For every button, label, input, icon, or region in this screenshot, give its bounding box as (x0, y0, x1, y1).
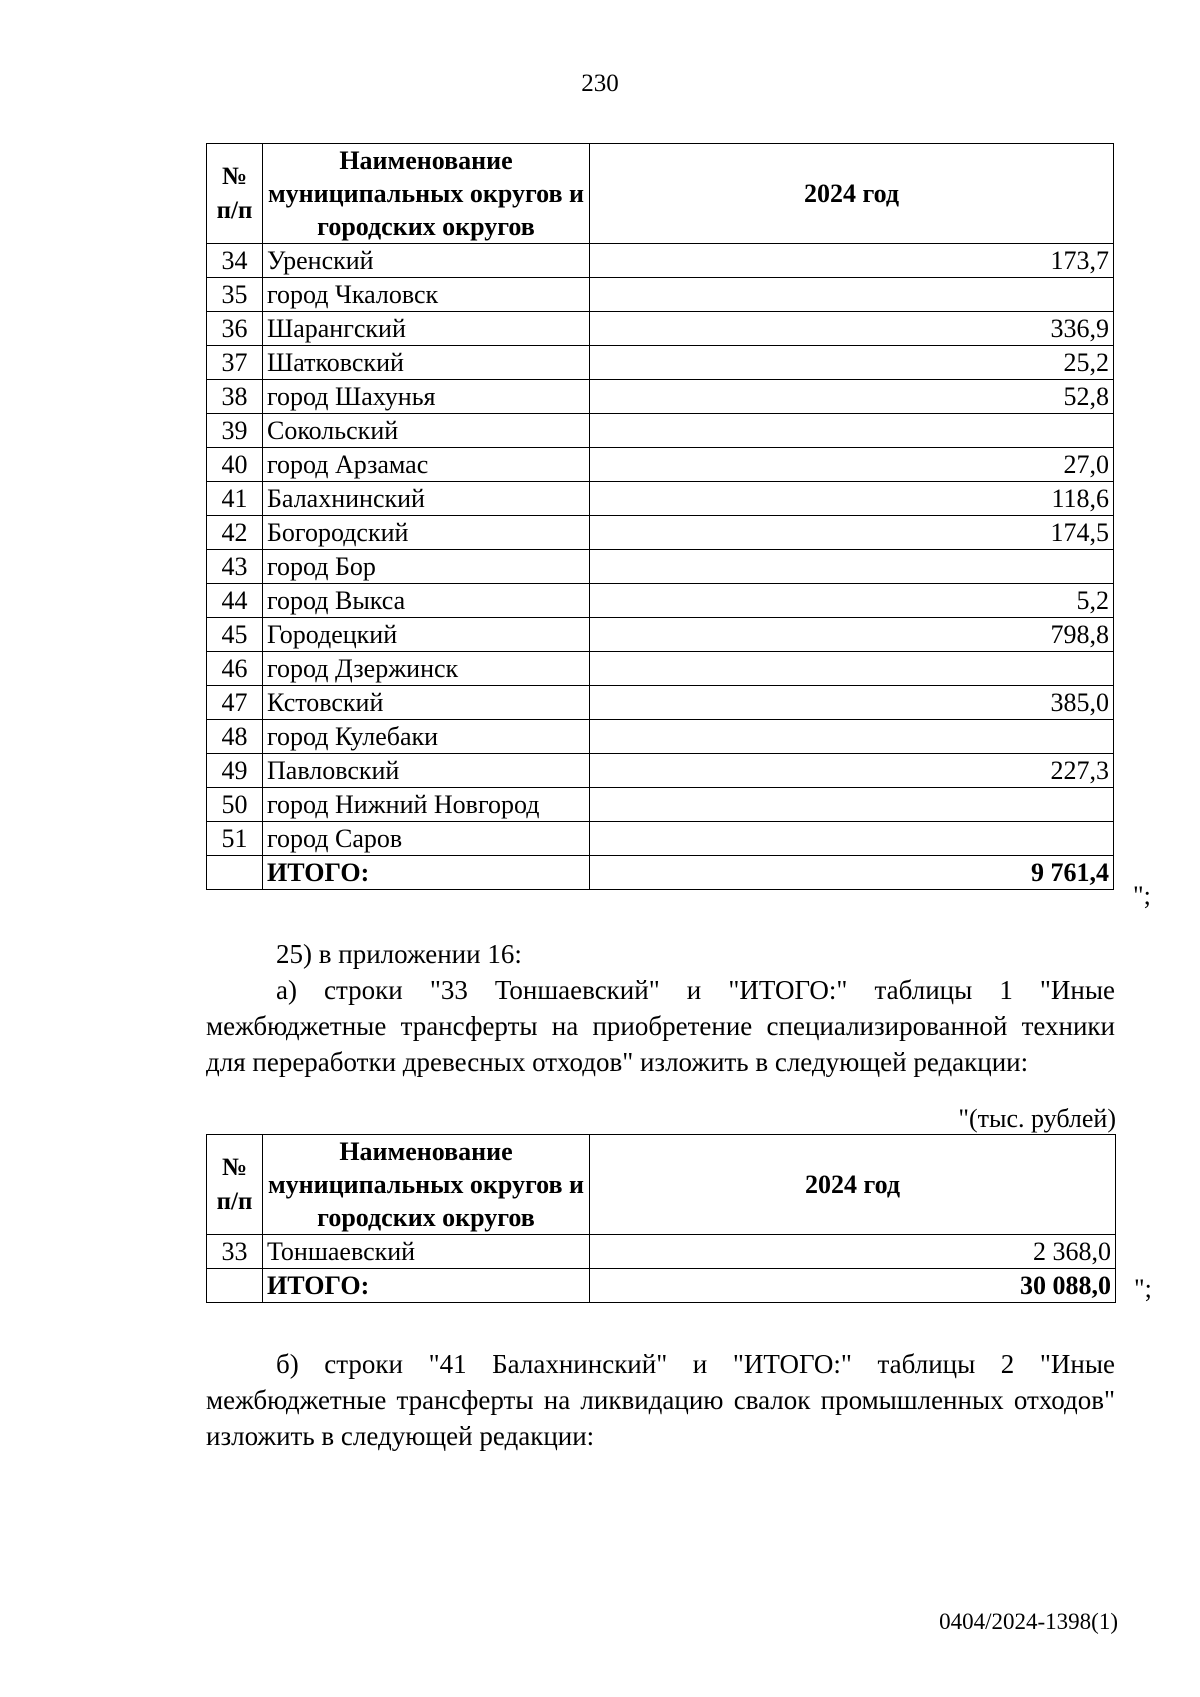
row-value: 385,0 (590, 686, 1114, 720)
row-number: 38 (207, 380, 263, 414)
header-name: Наименование муниципальных округов и городских округов (263, 144, 590, 244)
row-number: 35 (207, 278, 263, 312)
table-row (207, 618, 1114, 652)
table-row (207, 278, 1114, 312)
row-number: 49 (207, 754, 263, 788)
row-number: 51 (207, 822, 263, 856)
table-row (207, 686, 1114, 720)
row-name: Шатковский (263, 346, 590, 380)
table-row (207, 312, 1114, 346)
row-value: 25,2 (590, 346, 1114, 380)
row-value: 118,6 (590, 482, 1114, 516)
row-number: 44 (207, 584, 263, 618)
row-value: 5,2 (590, 584, 1114, 618)
header-year: 2024 год (590, 144, 1114, 244)
table-row (207, 516, 1114, 550)
total-value: 9 761,4 (590, 856, 1114, 890)
row-value: 2 368,0 (590, 1235, 1116, 1269)
table-row (207, 244, 1114, 278)
paragraph-item-25: 25) в приложении 16: (276, 939, 522, 969)
table-row (207, 788, 1114, 822)
row-number: 48 (207, 720, 263, 754)
row-number: 46 (207, 652, 263, 686)
total-row (207, 856, 1114, 890)
row-value: 174,5 (590, 516, 1114, 550)
table-row (207, 346, 1114, 380)
table-row (207, 822, 1114, 856)
total-num-cell (207, 1269, 263, 1303)
header-num: № п/п (207, 144, 263, 244)
header-num: № п/п (207, 1135, 263, 1235)
row-number: 50 (207, 788, 263, 822)
row-value: 27,0 (590, 448, 1114, 482)
row-name: город Кулебаки (263, 720, 590, 754)
row-name: Сокольский (263, 414, 590, 448)
table-row (207, 414, 1114, 448)
total-row (207, 1269, 1116, 1303)
table-row (207, 720, 1114, 754)
row-name: Кстовский (263, 686, 590, 720)
row-name: Уренский (263, 244, 590, 278)
row-number: 33 (207, 1235, 263, 1269)
row-name: город Шахунья (263, 380, 590, 414)
table-row (207, 380, 1114, 414)
row-name: город Саров (263, 822, 590, 856)
row-value: 173,7 (590, 244, 1114, 278)
paragraph-item-b: б) строки "41 Балахнинский" и "ИТОГО:" таблицы 2 "Иные межбюджетные трансферты на ликвидацию свалок промышленных отходов" изложить в следующей редакции: (206, 1349, 1115, 1451)
row-name: Павловский (263, 754, 590, 788)
row-name: город Бор (263, 550, 590, 584)
header-name: Наименование муниципальных округов и городских округов (263, 1135, 590, 1235)
row-value (590, 278, 1114, 312)
table-row (207, 482, 1114, 516)
row-number: 37 (207, 346, 263, 380)
table-row (207, 652, 1114, 686)
header-year: 2024 год (590, 1135, 1116, 1235)
table-row (207, 550, 1114, 584)
row-number: 41 (207, 482, 263, 516)
row-value (590, 720, 1114, 754)
row-name: город Чкаловск (263, 278, 590, 312)
row-number: 34 (207, 244, 263, 278)
table-body (207, 1235, 1116, 1303)
paragraph-item-a: а) строки "33 Тоншаевский" и "ИТОГО:" таблицы 1 "Иные межбюджетные трансферты на приобретение специализированной техники для переработки древесных отходов" изложить в следующей редакции: (206, 975, 1115, 1077)
table-header-row (207, 1135, 1116, 1235)
document-code: 0404/2024-1398(1) (939, 1609, 1118, 1634)
row-number: 43 (207, 550, 263, 584)
row-number: 39 (207, 414, 263, 448)
total-label: ИТОГО: (263, 856, 590, 890)
table-row (207, 1235, 1116, 1269)
row-name: город Арзамас (263, 448, 590, 482)
transfers-table-2 (206, 1134, 1116, 1303)
row-number: 36 (207, 312, 263, 346)
row-value (590, 414, 1114, 448)
row-value: 227,3 (590, 754, 1114, 788)
closing-quote-1: "; (1133, 881, 1151, 910)
row-name: Тоншаевский (263, 1235, 590, 1269)
row-value (590, 822, 1114, 856)
table-row (207, 754, 1114, 788)
table-body (207, 244, 1114, 890)
row-number: 40 (207, 448, 263, 482)
row-value (590, 788, 1114, 822)
closing-quote-2: "; (1134, 1274, 1152, 1303)
row-value (590, 652, 1114, 686)
units-label: "(тыс. рублей) (958, 1104, 1116, 1133)
row-value: 798,8 (590, 618, 1114, 652)
row-value: 336,9 (590, 312, 1114, 346)
table-header-row (207, 144, 1114, 244)
total-label: ИТОГО: (263, 1269, 590, 1303)
table-row (207, 448, 1114, 482)
row-name: город Выкса (263, 584, 590, 618)
row-name: город Дзержинск (263, 652, 590, 686)
row-name: Балахнинский (263, 482, 590, 516)
row-name: Городецкий (263, 618, 590, 652)
transfers-table-1 (206, 143, 1114, 890)
page-number: 230 (581, 70, 619, 97)
row-value (590, 550, 1114, 584)
total-value: 30 088,0 (590, 1269, 1116, 1303)
table-row (207, 584, 1114, 618)
total-num-cell (207, 856, 263, 890)
row-number: 45 (207, 618, 263, 652)
row-name: Богородский (263, 516, 590, 550)
row-number: 47 (207, 686, 263, 720)
row-name: Шарангский (263, 312, 590, 346)
row-number: 42 (207, 516, 263, 550)
row-name: город Нижний Новгород (263, 788, 590, 822)
row-value: 52,8 (590, 380, 1114, 414)
